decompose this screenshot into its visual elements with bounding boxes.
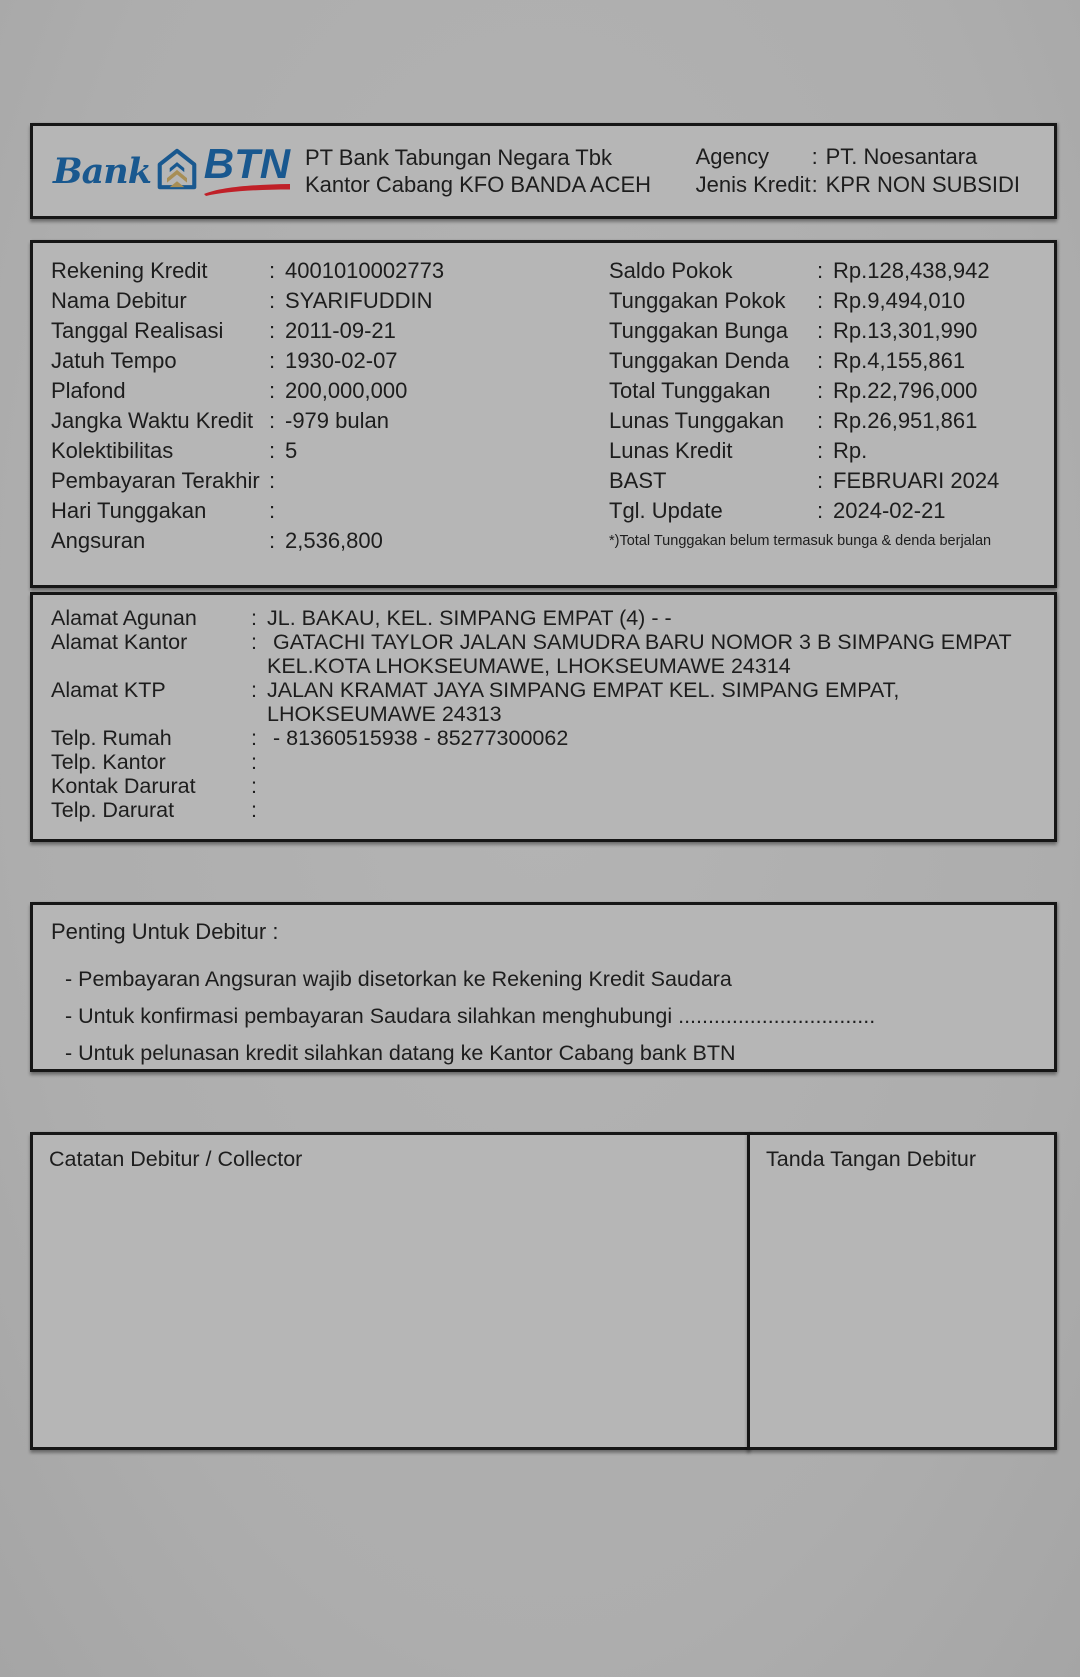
logo-bank-text: Bank <box>53 150 151 192</box>
address-row-kontak-darurat <box>51 774 1028 798</box>
field-label: Tunggakan Pokok <box>609 288 786 313</box>
field-value: 2,536,800 <box>285 528 383 553</box>
jenis-kredit-value: KPR NON SUBSIDI <box>825 172 1020 197</box>
colon: : <box>251 750 257 774</box>
field-label: Total Tunggakan <box>609 378 771 403</box>
field-value: FEBRUARI 2024 <box>833 468 1000 493</box>
notice-item: - Untuk pelunasan kredit silahkan datang ke Kantor Cabang bank BTN <box>65 1041 736 1065</box>
field-label: Tunggakan Bunga <box>609 318 788 343</box>
credit-row-jatuh-tempo <box>51 346 609 376</box>
address-row-telp-rumah <box>51 726 1028 750</box>
colon: : <box>269 348 276 373</box>
field-value: JALAN KRAMAT JAYA SIMPANG EMPAT KEL. SIMPANG EMPAT, LHOKSEUMAWE 24313 <box>267 678 900 726</box>
colon: : <box>251 798 257 822</box>
colon: : <box>269 258 276 283</box>
field-label: Telp. Darurat <box>51 798 175 822</box>
field-label: Alamat KTP <box>51 678 166 702</box>
field-label: Telp. Kantor <box>51 750 166 774</box>
notice-box <box>30 902 1057 1072</box>
field-label: Pembayaran Terakhir <box>51 468 260 493</box>
credit-row-rekening <box>51 256 609 286</box>
field-value: JL. BAKAU, KEL. SIMPANG EMPAT (4) - - <box>267 606 672 630</box>
colon: : <box>817 408 824 433</box>
address-row-agunan <box>51 606 1028 630</box>
notice-title: Penting Untuk Debitur : <box>51 919 279 944</box>
btn-bank-logo <box>53 140 291 196</box>
colon: : <box>269 408 276 433</box>
field-value: SYARIFUDDIN <box>285 288 433 313</box>
agency-value: PT. Noesantara <box>825 144 978 169</box>
field-label: Alamat Kantor <box>51 630 188 654</box>
field-label: Tunggakan Denda <box>609 348 790 373</box>
field-label: Alamat Agunan <box>51 606 197 630</box>
credit-row-tunggakan-pokok <box>609 286 1054 316</box>
colon: : <box>269 468 276 493</box>
catatan-debitur-box <box>30 1132 750 1450</box>
credit-details-box <box>30 240 1057 588</box>
field-value: Rp.9,494,010 <box>833 288 966 313</box>
field-value: Rp.22,796,000 <box>833 378 978 403</box>
credit-row-realisasi <box>51 316 609 346</box>
field-label: Telp. Rumah <box>51 726 172 750</box>
field-label: Saldo Pokok <box>609 258 733 283</box>
jenis-kredit-row <box>696 171 1020 199</box>
colon: : <box>817 288 824 313</box>
credit-row-angsuran <box>51 526 609 556</box>
colon: : <box>269 378 276 403</box>
field-label: Tanggal Realisasi <box>51 318 224 343</box>
field-value: - 81360515938 - 85277300062 <box>267 726 569 750</box>
field-value: 200,000,000 <box>285 378 408 403</box>
colon: : <box>269 528 276 553</box>
credit-row-jangka-waktu <box>51 406 609 436</box>
field-value: Rp.26,951,861 <box>833 408 978 433</box>
agency-label: Agency <box>695 144 770 169</box>
notice-item: - Untuk konfirmasi pembayaran Saudara silahkan menghubungi ................................. <box>65 1004 876 1028</box>
colon: : <box>817 378 824 403</box>
colon: : <box>251 774 257 798</box>
credit-row-lunas-kredit <box>609 436 1054 466</box>
field-value <box>267 750 1028 774</box>
credit-row-tunggakan-bunga <box>609 316 1054 346</box>
colon: : <box>817 498 824 523</box>
field-label: Plafond <box>51 378 126 403</box>
colon: : <box>251 726 257 750</box>
tanda-tangan-title: Tanda Tangan Debitur <box>766 1147 976 1171</box>
field-label: Nama Debitur <box>51 288 187 313</box>
colon: : <box>817 318 824 343</box>
catatan-title: Catatan Debitur / Collector <box>49 1147 303 1171</box>
field-value: Rp.4,155,861 <box>833 348 966 373</box>
field-label: Jatuh Tempo <box>51 348 177 373</box>
colon: : <box>251 606 257 630</box>
credit-row-bast <box>609 466 1054 496</box>
colon: : <box>817 468 824 493</box>
field-value: -979 bulan <box>285 408 389 433</box>
credit-row-plafond <box>51 376 609 406</box>
colon: : <box>269 498 276 523</box>
logo-btn-text: BTN <box>203 140 291 188</box>
colon: : <box>817 438 824 463</box>
field-value: 2011-09-21 <box>285 318 396 343</box>
field-label: Kolektibilitas <box>51 438 174 463</box>
agency-info <box>696 143 1020 199</box>
colon: : <box>269 318 276 343</box>
field-value: 5 <box>285 438 298 463</box>
credit-row-tunggakan-denda <box>609 346 1054 376</box>
colon: : <box>811 144 818 169</box>
credit-right-column <box>609 256 1054 585</box>
branch-name: Kantor Cabang KFO BANDA ACEH <box>304 172 652 197</box>
field-label: Lunas Kredit <box>609 438 733 463</box>
credit-row-hari-tunggakan <box>51 496 609 526</box>
field-label: Kontak Darurat <box>51 774 196 798</box>
house-icon <box>157 148 197 190</box>
field-label: BAST <box>609 468 667 493</box>
credit-row-pembayaran-terakhir <box>51 466 609 496</box>
tanda-tangan-box <box>747 1132 1057 1450</box>
bank-company-info <box>305 144 651 198</box>
credit-row-lunas-tunggakan <box>609 406 1054 436</box>
credit-row-saldo-pokok <box>609 256 1054 286</box>
field-value: 2024-02-21 <box>833 498 946 523</box>
colon: : <box>251 630 257 654</box>
field-value: 1930-02-07 <box>285 348 398 373</box>
field-value: GATACHI TAYLOR JALAN SAMUDRA BARU NOMOR 3 B SIMPANG EMPAT KEL.KOTA LHOKSEUMAWE, LHOKSEUMAWE 24314 <box>267 630 1012 678</box>
company-name: PT Bank Tabungan Negara Tbk <box>304 145 612 170</box>
address-row-telp-darurat <box>51 798 1028 822</box>
field-label: Jangka Waktu Kredit <box>51 408 254 433</box>
colon: : <box>269 288 276 313</box>
colon: : <box>817 258 824 283</box>
field-value: 4001010002773 <box>285 258 445 283</box>
logo-btn-block <box>203 140 291 196</box>
field-label: Angsuran <box>51 528 146 553</box>
agency-row <box>696 143 1020 171</box>
field-value <box>267 798 1028 822</box>
field-label: Hari Tunggakan <box>51 498 207 523</box>
tunggakan-footnote: *)Total Tunggakan belum termasuk bunga & denda berjalan <box>609 533 992 549</box>
notice-item: - Pembayaran Angsuran wajib disetorkan ke Rekening Kredit Saudara <box>65 967 732 991</box>
address-row-ktp <box>51 678 1028 726</box>
credit-row-nama <box>51 286 609 316</box>
field-value: Rp.128,438,942 <box>833 258 990 283</box>
field-value: Rp. <box>833 438 868 463</box>
field-value <box>267 774 1028 798</box>
colon: : <box>817 348 824 373</box>
field-value: Rp.13,301,990 <box>833 318 978 343</box>
header-box <box>30 123 1057 219</box>
colon: : <box>251 678 257 702</box>
jenis-kredit-label: Jenis Kredit <box>695 172 811 197</box>
field-label: Rekening Kredit <box>51 258 208 283</box>
red-swoosh-icon <box>203 183 291 196</box>
field-label: Tgl. Update <box>609 498 723 523</box>
credit-row-kolektibilitas <box>51 436 609 466</box>
credit-row-tgl-update <box>609 496 1054 526</box>
credit-left-column <box>51 256 609 585</box>
address-row-telp-kantor <box>51 750 1028 774</box>
address-box <box>30 592 1057 842</box>
colon: : <box>269 438 276 463</box>
address-row-kantor <box>51 630 1028 678</box>
field-label: Lunas Tunggakan <box>609 408 784 433</box>
credit-row-total-tunggakan <box>609 376 1054 406</box>
colon: : <box>811 172 818 197</box>
